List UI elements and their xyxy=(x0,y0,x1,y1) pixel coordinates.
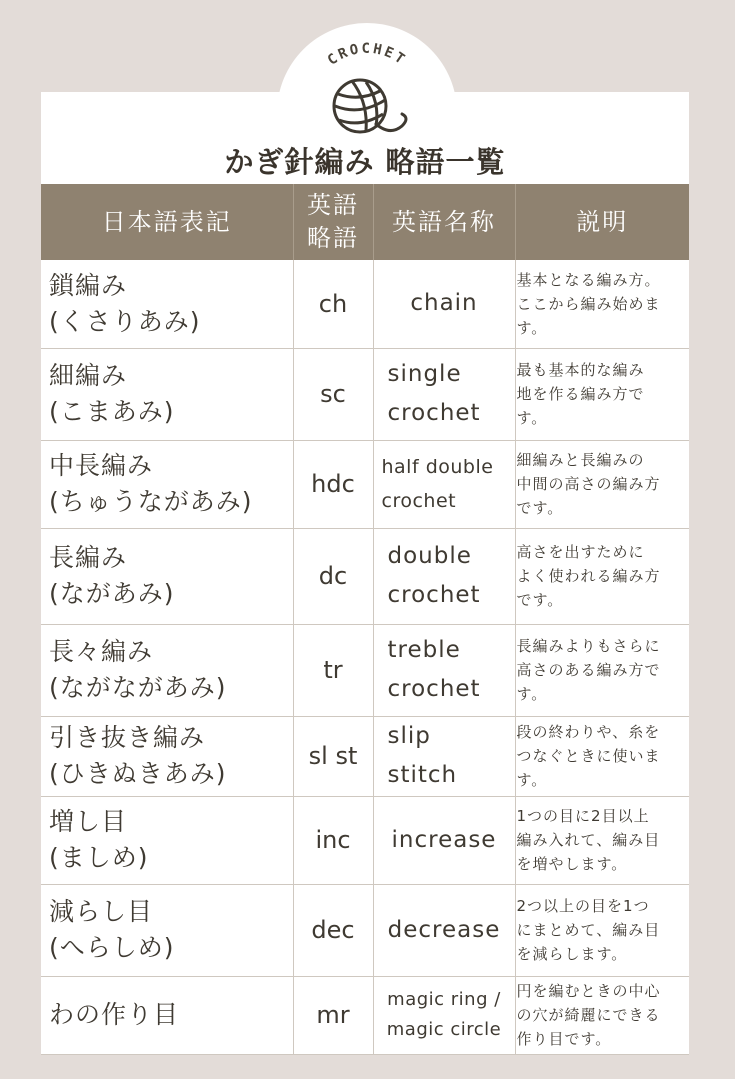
english-name-cell-line: double xyxy=(387,543,472,569)
description-cell xyxy=(515,528,689,624)
japanese-term-cell-line: (こまあみ) xyxy=(49,397,175,426)
english-name-cell-line: magic ring / xyxy=(387,989,501,1010)
abbreviation-cell xyxy=(293,716,373,796)
japanese-term-cell xyxy=(41,884,293,976)
english-name-cell xyxy=(373,976,515,1054)
description-cell-line: 作り目です。 xyxy=(516,1030,612,1048)
description-cell-line: 円を編むときの中心 xyxy=(516,982,661,1000)
japanese-term-cell-line: (ひきぬきあみ) xyxy=(49,759,227,788)
japanese-term-cell xyxy=(41,440,293,528)
english-name-cell-line: magic circle xyxy=(386,1019,502,1040)
english-name-cell-line: crochet xyxy=(387,582,481,608)
english-name-cell-line: decrease xyxy=(387,916,501,943)
header-abbreviation xyxy=(293,184,373,260)
english-name-cell-line: stitch xyxy=(387,762,458,788)
header-japanese: 日本語表記 xyxy=(41,184,293,260)
description-cell-line: を減らします。 xyxy=(516,945,628,963)
japanese-term-cell xyxy=(41,260,293,348)
table-row xyxy=(41,976,689,1054)
description-cell-line: 高さを出すために xyxy=(516,543,645,561)
japanese-term-cell-line: (ながあみ) xyxy=(49,579,175,608)
abbreviation-cell xyxy=(293,528,373,624)
japanese-term-cell xyxy=(41,796,293,884)
english-name-cell xyxy=(373,796,515,884)
description-cell-line: 地を作る編み方で xyxy=(516,385,645,403)
abbreviation-cell xyxy=(293,260,373,348)
english-name-cell xyxy=(373,260,515,348)
japanese-term-cell xyxy=(41,528,293,624)
japanese-term-cell-line: 増し目 xyxy=(49,807,128,836)
description-cell xyxy=(515,440,689,528)
table-row xyxy=(41,624,689,716)
description-cell xyxy=(515,260,689,348)
abbreviation-cell-line: ch xyxy=(318,289,348,318)
header-english: 英語名称 xyxy=(373,184,515,260)
description-cell-line: つなぐときに使いま xyxy=(516,747,661,765)
header-description: 説明 xyxy=(515,184,689,260)
japanese-term-cell-line: (へらしめ) xyxy=(49,933,175,962)
abbreviation-table xyxy=(41,184,689,1055)
japanese-term-cell-line: 鎖編み xyxy=(49,270,128,300)
description-cell-line: 最も基本的な編み xyxy=(516,361,645,379)
english-name-cell xyxy=(373,624,515,716)
description-cell xyxy=(515,624,689,716)
table-row xyxy=(41,440,689,528)
table-row xyxy=(41,796,689,884)
description-cell-line: 1つの目に2目以上 xyxy=(516,807,650,825)
abbreviation-cell-line: sl st xyxy=(308,742,358,770)
japanese-term-cell-line: 細編み xyxy=(49,361,128,390)
table-row xyxy=(41,884,689,976)
description-cell xyxy=(515,884,689,976)
abbreviation-cell xyxy=(293,976,373,1054)
english-name-cell xyxy=(373,716,515,796)
abbreviation-cell xyxy=(293,440,373,528)
abbreviation-cell-line: dec xyxy=(311,916,355,944)
english-name-cell xyxy=(373,884,515,976)
english-name-cell xyxy=(373,528,515,624)
japanese-term-cell-line: 長編み xyxy=(49,543,128,572)
description-cell-line: す。 xyxy=(516,409,548,427)
english-name-cell-line: chain xyxy=(410,290,478,317)
japanese-term-cell xyxy=(41,624,293,716)
japanese-term-cell-line: (ちゅうながあみ) xyxy=(49,487,253,516)
description-cell-line: を増やします。 xyxy=(516,855,628,873)
japanese-term-cell-line: 長々編み xyxy=(49,637,154,666)
abbreviation-cell-line: tr xyxy=(323,656,343,684)
abbreviation-cell-line: inc xyxy=(315,826,351,854)
description-cell-line: にまとめて、編み目 xyxy=(516,921,661,939)
description-cell-line: ここから編み始めま xyxy=(516,294,661,313)
japanese-term-cell-line: 引き抜き編み xyxy=(49,723,206,752)
english-name-cell-line: half double xyxy=(381,456,494,478)
japanese-term-cell-line: (ながながあみ) xyxy=(49,673,227,702)
description-cell-line: 2つ以上の目を1つ xyxy=(516,897,650,915)
description-cell xyxy=(515,348,689,440)
yarn-ball-icon xyxy=(330,72,412,142)
abbreviation-cell xyxy=(293,796,373,884)
table-row xyxy=(41,716,689,796)
description-cell-line: よく使われる編み方 xyxy=(516,567,661,585)
abbreviation-cell-line: mr xyxy=(316,1001,350,1029)
table-row xyxy=(41,260,689,348)
abbreviation-cell-line: dc xyxy=(318,562,348,590)
description-cell-line: 中間の高さの編み方 xyxy=(516,475,661,493)
abbreviation-cell xyxy=(293,884,373,976)
english-name-cell-line: slip xyxy=(387,723,431,749)
description-cell-line: す。 xyxy=(516,685,548,703)
description-cell-line: 細編みと長編みの xyxy=(516,451,645,469)
abbreviation-cell-line: hdc xyxy=(311,470,355,498)
description-cell xyxy=(515,716,689,796)
english-name-cell xyxy=(373,440,515,528)
english-name-cell-line: increase xyxy=(391,826,497,853)
description-cell-line: 段の終わりや、糸を xyxy=(516,723,661,741)
svg-text:CROCHET: CROCHET xyxy=(324,40,410,69)
japanese-term-cell-line: (くさりあみ) xyxy=(49,306,201,336)
table-row xyxy=(41,528,689,624)
description-cell-line: の穴が綺麗にできる xyxy=(516,1006,661,1024)
japanese-term-cell-line: わの作り目 xyxy=(49,1000,180,1029)
japanese-term-cell-line: (ましめ) xyxy=(49,843,149,872)
description-cell xyxy=(515,976,689,1054)
table-row xyxy=(41,348,689,440)
description-cell-line: 編み入れて、編み目 xyxy=(516,831,661,849)
description-cell xyxy=(515,796,689,884)
abbreviation-cell-line: sc xyxy=(320,380,346,408)
english-name-cell-line: crochet xyxy=(381,490,457,512)
table-header-row xyxy=(41,184,689,260)
description-cell-line: 高さのある編み方で xyxy=(516,661,661,679)
english-name-cell xyxy=(373,348,515,440)
description-cell-line: す。 xyxy=(516,318,548,337)
description-cell-line: す。 xyxy=(516,771,548,789)
english-name-cell-line: single xyxy=(387,361,462,387)
header-abbr-line2: 略語 xyxy=(307,224,359,252)
japanese-term-cell-line: 減らし目 xyxy=(49,897,154,926)
english-name-cell-line: crochet xyxy=(387,400,481,426)
description-cell-line: 基本となる編み方。 xyxy=(516,270,661,289)
description-cell-line: です。 xyxy=(516,591,564,609)
abbreviation-cell xyxy=(293,624,373,716)
japanese-term-cell xyxy=(41,976,293,1054)
japanese-term-cell-line: 中長編み xyxy=(49,451,154,480)
abbreviation-cell xyxy=(293,348,373,440)
header-abbr-line1: 英語 xyxy=(307,191,359,219)
japanese-term-cell xyxy=(41,348,293,440)
description-cell-line: です。 xyxy=(516,499,564,517)
japanese-term-cell xyxy=(41,716,293,796)
english-name-cell-line: crochet xyxy=(387,676,481,702)
description-cell-line: 長編みよりもさらに xyxy=(516,637,661,655)
page-title: かぎ針編み 略語一覧 xyxy=(224,145,506,179)
english-name-cell-line: treble xyxy=(387,637,461,663)
